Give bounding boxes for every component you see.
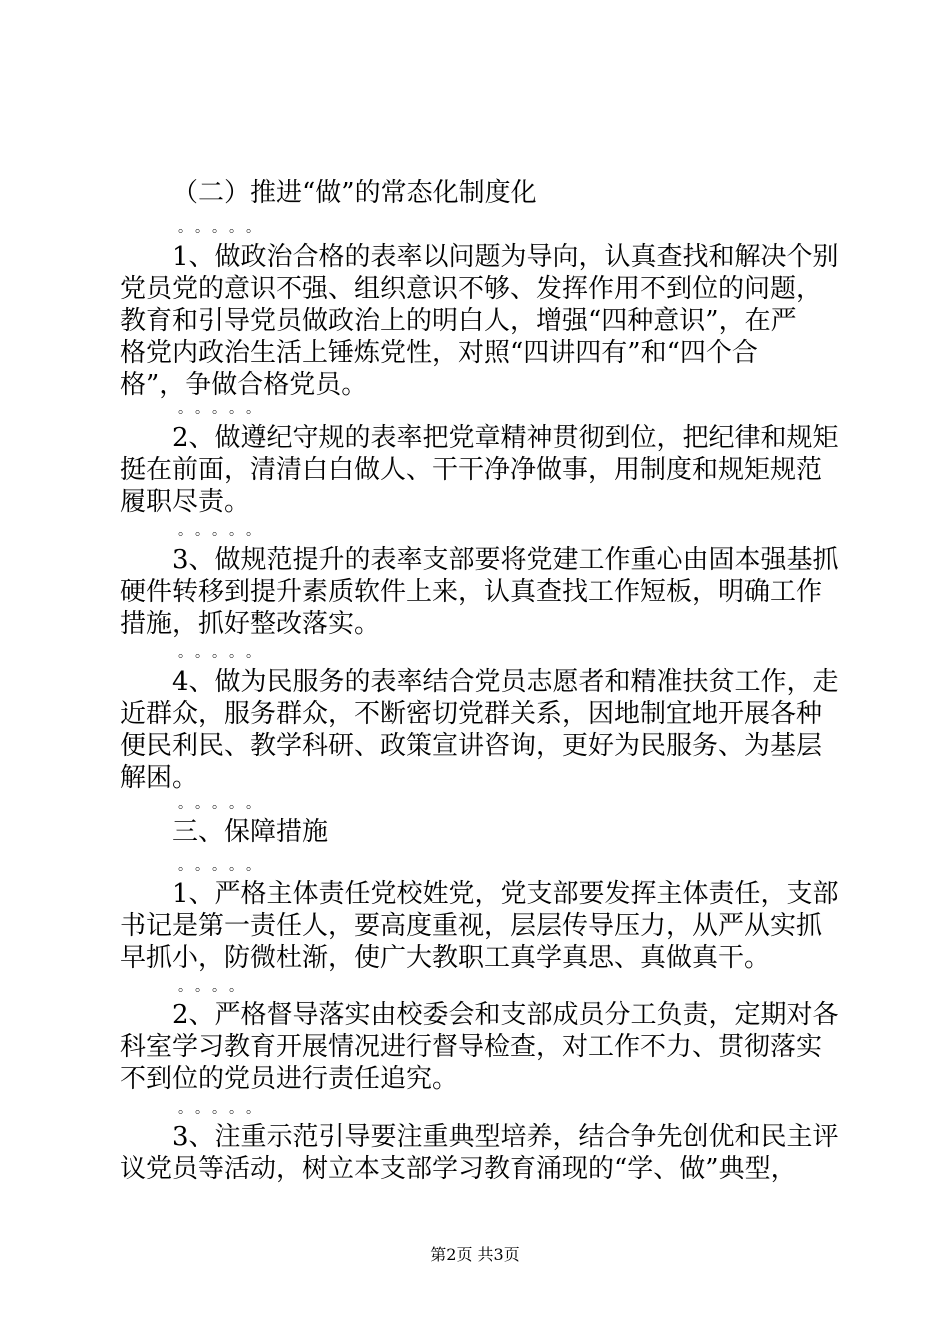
paragraph-line: 早抓小，防微杜渐，使广大教职工真学真思、真做真干。 <box>120 943 771 973</box>
section-heading: 三、保障措施 <box>172 817 329 847</box>
paragraph-line: 硬件转移到提升素质软件上来，认真查找工作短板，明确工作 <box>120 577 823 607</box>
paragraph-line: 科室学习教育开展情况进行督导检查，对工作不力、贯彻落实 <box>120 1032 823 1062</box>
paragraph-line: 1、严格主体责任党校姓党，党支部要发挥主体责任，支部 <box>172 879 839 909</box>
paragraph-line: 2、做遵纪守规的表率把党章精神贯彻到位，把纪律和规矩 <box>172 423 839 453</box>
dot-separator: 。。。。。 <box>178 796 270 812</box>
paragraph-line: 4、做为民服务的表率结合党员志愿者和精准扶贫工作，走 <box>172 667 839 697</box>
paragraph-line: 格”，争做合格党员。 <box>120 370 368 400</box>
page-footer: 第2页 共3页 <box>430 1245 520 1264</box>
section-heading: （二）推进“做”的常态化制度化 <box>172 178 537 208</box>
paragraph-line: 3、注重示范引导要注重典型培养，结合争先创优和民主评 <box>172 1122 839 1152</box>
paragraph-line: 书记是第一责任人，要高度重视，层层传导压力，从严从实抓 <box>120 911 823 941</box>
dot-separator: 。。。。。 <box>178 858 270 874</box>
paragraph-line: 1、做政治合格的表率以问题为导向，认真查找和解决个别 <box>172 242 839 272</box>
dot-separator: 。。。。 <box>178 979 253 995</box>
paragraph-line: 3、做规范提升的表率支部要将党建工作重心由固本强基抓 <box>172 545 839 575</box>
paragraph-line: 格党内政治生活上锤炼党性，对照“四讲四有”和“四个合 <box>120 338 758 368</box>
paragraph-line: 解困。 <box>120 763 199 793</box>
paragraph-line: 不到位的党员进行责任追究。 <box>120 1064 459 1094</box>
dot-separator: 。。。。。 <box>178 220 270 236</box>
dot-separator: 。。。。。 <box>178 645 270 661</box>
dot-separator: 。。。。。 <box>178 523 270 539</box>
paragraph-line: 党员党的意识不强、组织意识不够、发挥作用不到位的问题， <box>120 274 823 304</box>
dot-separator: 。。。。。 <box>178 401 270 417</box>
paragraph-line: 议党员等活动，树立本支部学习教育涌现的“学、做”典型， <box>120 1154 797 1184</box>
paragraph-line: 挺在前面，清清白白做人、干干净净做事，用制度和规矩规范 <box>120 455 823 485</box>
dot-separator: 。。。。。 <box>178 1101 270 1117</box>
paragraph-line: 履职尽责。 <box>120 487 251 517</box>
paragraph-line: 2、严格督导落实由校委会和支部成员分工负责，定期对各 <box>172 1000 839 1030</box>
paragraph-line: 近群众，服务群众，不断密切党群关系，因地制宜地开展各种 <box>120 699 823 729</box>
paragraph-line: 教育和引导党员做政治上的明白人，增强“四种意识”，在严 <box>120 306 797 336</box>
paragraph-line: 便民利民、教学科研、政策宣讲咨询，更好为民服务、为基层 <box>120 731 823 761</box>
paragraph-line: 措施，抓好整改落实。 <box>120 609 381 639</box>
